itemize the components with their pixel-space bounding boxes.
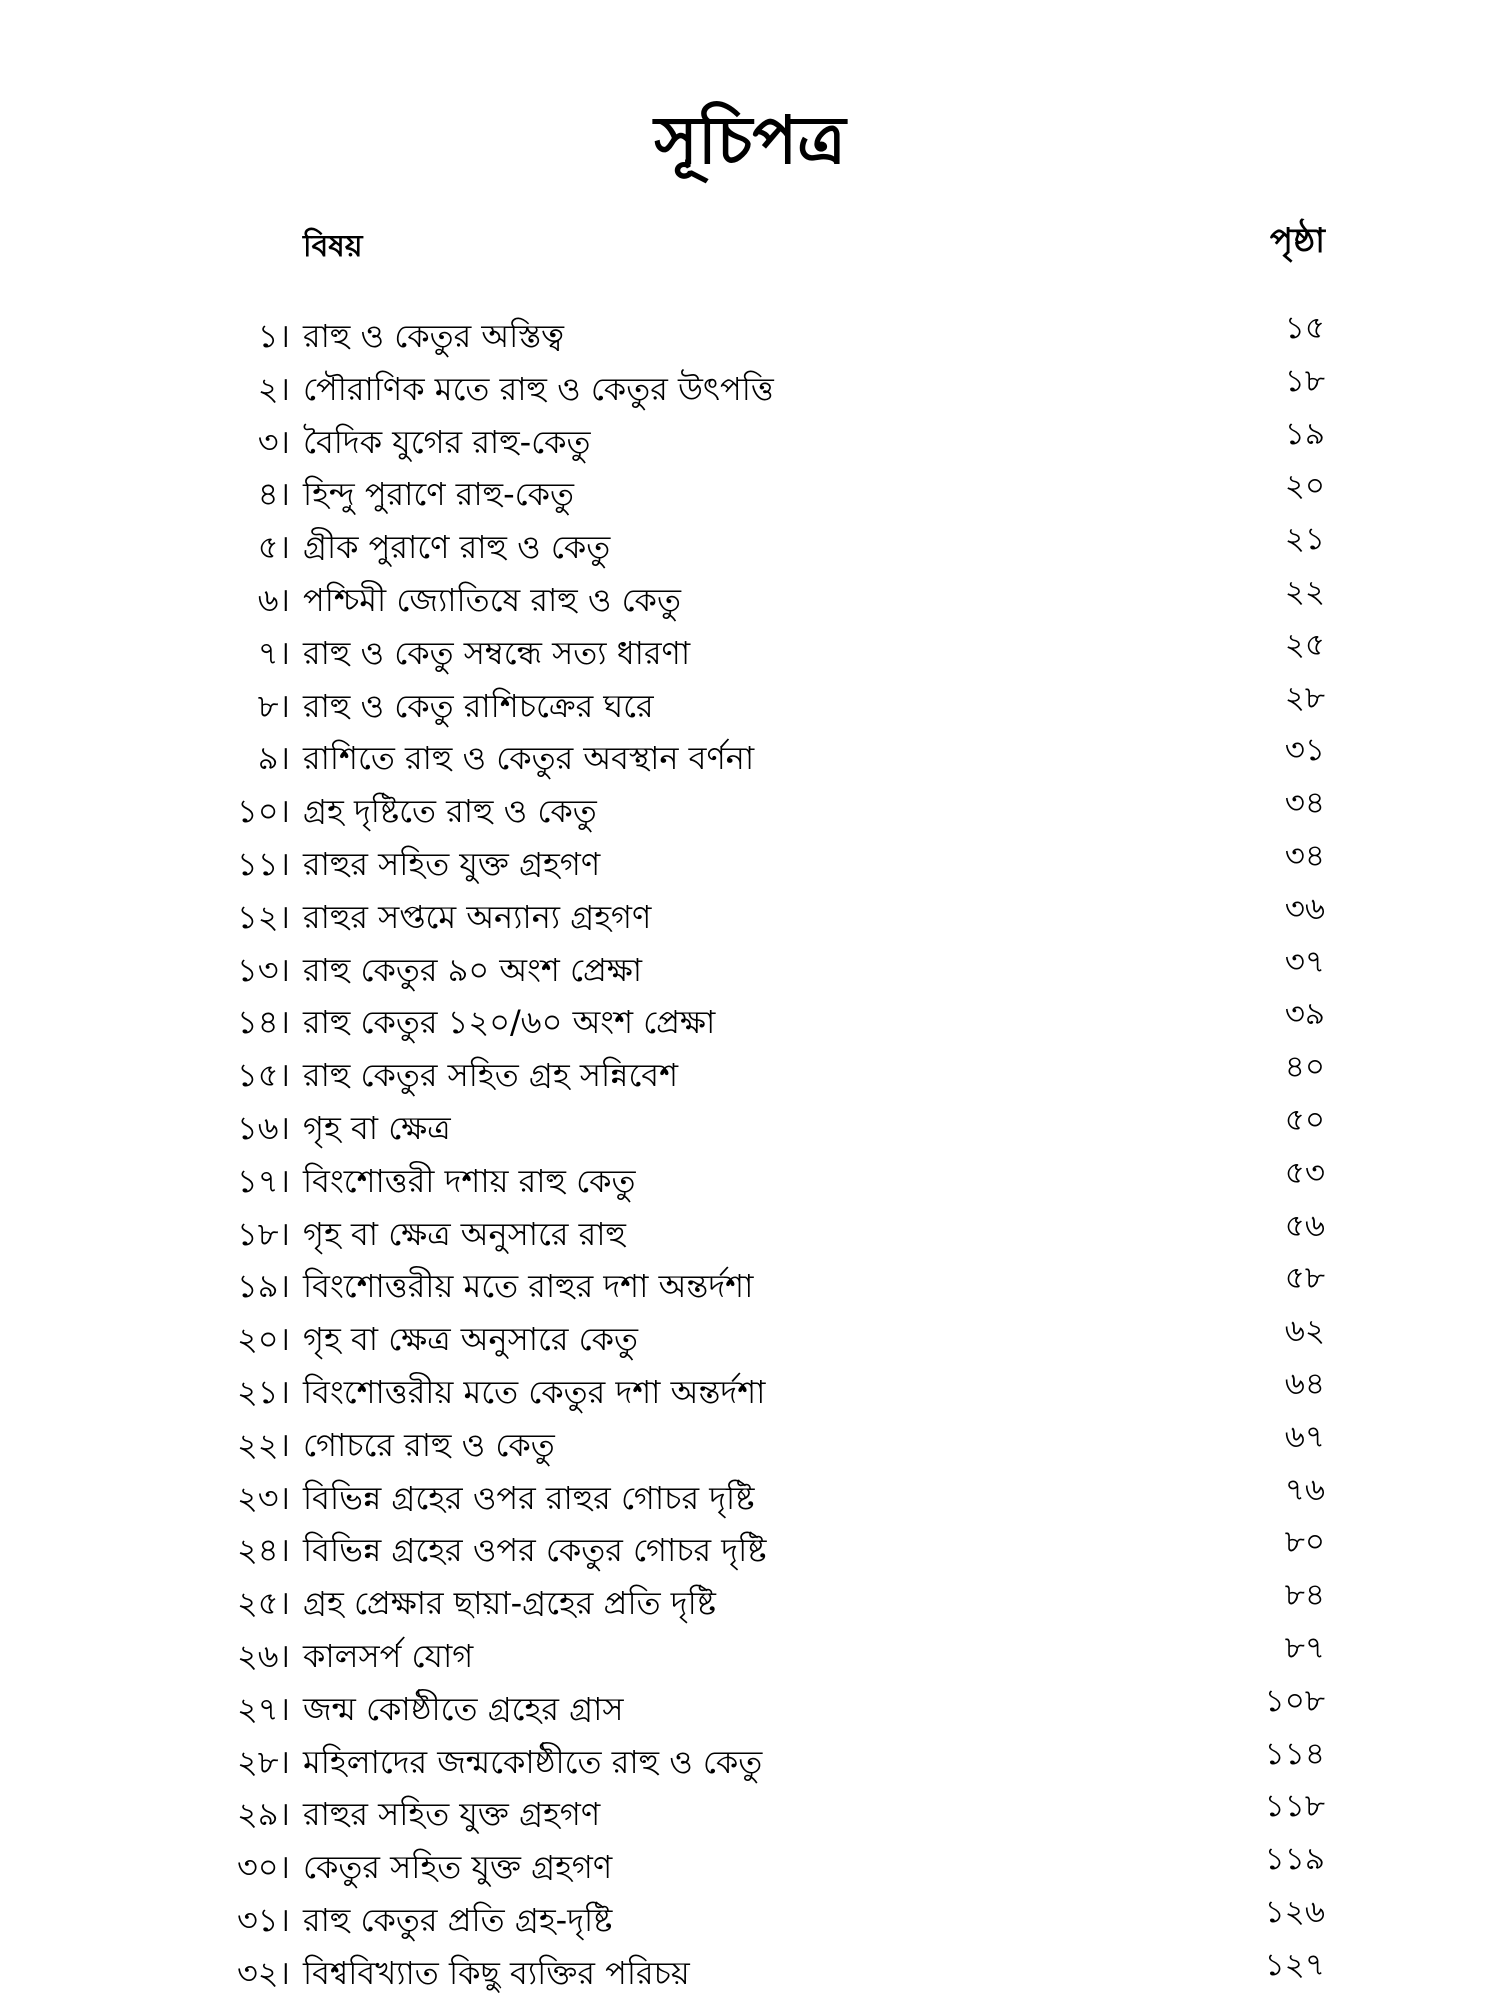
entry-page: ৭৬ xyxy=(1284,1471,1325,1508)
entry-number: ২৮। xyxy=(236,1742,290,1781)
entry-page: ১০৮ xyxy=(1264,1682,1325,1719)
entry-page: ৫৬ xyxy=(1284,1207,1325,1244)
entry-number: ১০। xyxy=(236,792,290,831)
entry-topic: বিংশোত্তরী দশায় রাহু কেতু xyxy=(303,1161,636,1200)
entry-topic: বিশ্ববিখ্যাত কিছু ব্যক্তির পরিচয় xyxy=(303,1953,690,1992)
entry-page: ১১৮ xyxy=(1264,1788,1325,1825)
entry-page: ২৮ xyxy=(1284,679,1325,716)
entry-page: ৬৪ xyxy=(1284,1365,1325,1402)
entry-page: ৬৭ xyxy=(1284,1418,1325,1455)
entry-page: ৩৪ xyxy=(1284,785,1325,822)
entry-topic: রাহু ও কেতু রাশিচক্রের ঘরে xyxy=(303,686,654,725)
entry-number: ৫। xyxy=(257,528,290,567)
entry-page: ৪০ xyxy=(1284,1049,1325,1086)
entry-page: ৫০ xyxy=(1284,1101,1325,1138)
entry-number: ৬। xyxy=(257,580,290,619)
entry-number: ১৩। xyxy=(236,950,290,989)
entry-page: ৩৪ xyxy=(1284,837,1325,874)
entry-page: ৮০ xyxy=(1284,1524,1325,1561)
entry-topic: পৌরাণিক মতে রাহু ও কেতুর উৎপত্তি xyxy=(303,369,774,408)
entry-page: ৫৩ xyxy=(1284,1154,1325,1191)
subject-column-header: বিষয় xyxy=(303,229,363,264)
entry-number: ২৩। xyxy=(236,1478,290,1517)
entry-page: ৩৭ xyxy=(1284,943,1325,980)
entry-number: ১। xyxy=(257,317,290,355)
entry-topic: রাশিতে রাহু ও কেতুর অবস্থান বর্ণনা xyxy=(303,739,755,778)
entry-number: ২৬। xyxy=(236,1636,290,1675)
entry-topic: কালসর্প যোগ xyxy=(303,1636,474,1675)
entry-page: ১৯ xyxy=(1284,415,1325,452)
entry-page: ২১ xyxy=(1284,521,1325,558)
entry-number: ১২। xyxy=(236,897,290,936)
entry-number: ১৫। xyxy=(237,1056,290,1095)
entry-number: ২১। xyxy=(236,1372,290,1411)
entry-page: ৮৪ xyxy=(1284,1577,1325,1614)
entry-number: ২। xyxy=(257,369,290,408)
entry-page: ৬২ xyxy=(1284,1313,1325,1350)
entry-page: ১১৪ xyxy=(1264,1735,1325,1772)
entry-number: ২২। xyxy=(236,1425,290,1464)
entry-topic: রাহু কেতুর প্রতি গ্রহ-দৃষ্টি xyxy=(303,1900,613,1939)
entry-topic: বিংশোত্তরীয় মতে রাহুর দশা অন্তর্দশা xyxy=(303,1267,754,1306)
entry-topic: রাহু কেতুর ১২০/৬০ অংশ প্রেক্ষা xyxy=(303,1003,716,1042)
entry-page: ৩৯ xyxy=(1284,996,1325,1033)
entry-page: ৫৮ xyxy=(1284,1260,1325,1297)
entry-number: ১৯। xyxy=(237,1267,290,1306)
entry-number: ২৪। xyxy=(236,1531,290,1570)
entry-number: ১১। xyxy=(237,844,290,883)
page-column-header: পৃষ্ঠা xyxy=(1269,221,1325,261)
entry-topic: রাহু ও কেতুর অস্তিত্ব xyxy=(303,317,565,355)
entry-topic: গ্রহ দৃষ্টিতে রাহু ও কেতু xyxy=(303,792,597,831)
table-of-contents xyxy=(0,310,1500,2000)
entry-number: ৭। xyxy=(257,633,290,672)
entry-topic: জন্ম কোষ্ঠীতে গ্রহের গ্রাস xyxy=(303,1689,624,1728)
entry-number: ২৯। xyxy=(236,1795,290,1834)
toc-header-row xyxy=(0,222,1500,272)
entry-topic: গৃহ বা ক্ষেত্র অনুসারে রাহু xyxy=(303,1214,626,1253)
entry-number: ৮। xyxy=(257,686,290,725)
entry-topic: গৃহ বা ক্ষেত্র xyxy=(303,1108,451,1147)
entry-topic: গৃহ বা ক্ষেত্র অনুসারে কেতু xyxy=(303,1320,639,1359)
entry-number: ৩১। xyxy=(236,1900,290,1939)
entry-number: ১৬। xyxy=(236,1108,290,1147)
entry-number: ১৮। xyxy=(237,1214,290,1253)
entry-number: ২৭। xyxy=(236,1689,290,1728)
entry-number: ৩০। xyxy=(236,1848,290,1887)
entry-page: ৮৭ xyxy=(1284,1629,1325,1666)
entry-page: ১২৬ xyxy=(1264,1893,1325,1930)
entry-page: ৩১ xyxy=(1284,732,1325,769)
entry-number: ২৫। xyxy=(236,1584,290,1623)
entry-number: ৯। xyxy=(257,739,290,778)
entry-topic: মহিলাদের জন্মকোষ্ঠীতে রাহু ও কেতু xyxy=(303,1742,763,1781)
entry-topic: গ্রহ প্রেক্ষার ছায়া-গ্রহের প্রতি দৃষ্টি xyxy=(303,1584,716,1623)
entry-number: ১৪। xyxy=(237,1003,290,1042)
entry-topic: রাহুর সহিত যুক্ত গ্রহগণ xyxy=(303,844,601,883)
entry-topic: রাহুর সপ্তমে অন্যান্য গ্রহগণ xyxy=(303,897,652,936)
entry-page: ১৫ xyxy=(1284,310,1325,346)
entry-page: ২৫ xyxy=(1284,626,1325,663)
toc-entry xyxy=(0,1947,1500,2000)
entry-topic: বিংশোত্তরীয় মতে কেতুর দশা অন্তর্দশা xyxy=(303,1372,766,1411)
entry-page: ১১৯ xyxy=(1264,1841,1325,1878)
entry-page: ২০ xyxy=(1284,468,1325,505)
entry-page: ২২ xyxy=(1284,573,1325,610)
entry-topic: পশ্চিমী জ্যোতিষে রাহু ও কেতু xyxy=(303,580,681,619)
page-title: সূচিপত্র xyxy=(654,101,846,179)
entry-topic: হিন্দু পুরাণে রাহু-কেতু xyxy=(303,475,575,514)
entry-topic: গ্রীক পুরাণে রাহু ও কেতু xyxy=(303,528,611,567)
entry-topic: রাহু ও কেতু সম্বন্ধে সত্য ধারণা xyxy=(303,633,691,672)
entry-number: ৩। xyxy=(257,422,290,461)
entry-topic: গোচরে রাহু ও কেতু xyxy=(303,1425,555,1464)
entry-number: ২০। xyxy=(236,1320,290,1359)
entry-page: ১২৭ xyxy=(1264,1946,1325,1983)
entry-number: ১৭। xyxy=(236,1161,290,1200)
entry-topic: রাহু কেতুর সহিত গ্রহ সন্নিবেশ xyxy=(303,1056,679,1095)
entry-number: ৪। xyxy=(257,475,290,514)
entry-topic: রাহুর সহিত যুক্ত গ্রহগণ xyxy=(303,1795,601,1834)
entry-page: ৩৬ xyxy=(1284,890,1325,927)
entry-number: ৩২। xyxy=(236,1953,290,1992)
entry-topic: রাহু কেতুর ৯০ অংশ প্রেক্ষা xyxy=(303,950,643,989)
entry-topic: বিভিন্ন গ্রহের ওপর কেতুর গোচর দৃষ্টি xyxy=(303,1531,767,1570)
entry-topic: বিভিন্ন গ্রহের ওপর রাহুর গোচর দৃষ্টি xyxy=(303,1478,755,1517)
entry-page: ১৮ xyxy=(1284,362,1325,399)
entry-topic: কেতুর সহিত যুক্ত গ্রহগণ xyxy=(303,1848,613,1887)
entry-topic: বৈদিক যুগের রাহু-কেতু xyxy=(303,422,591,461)
